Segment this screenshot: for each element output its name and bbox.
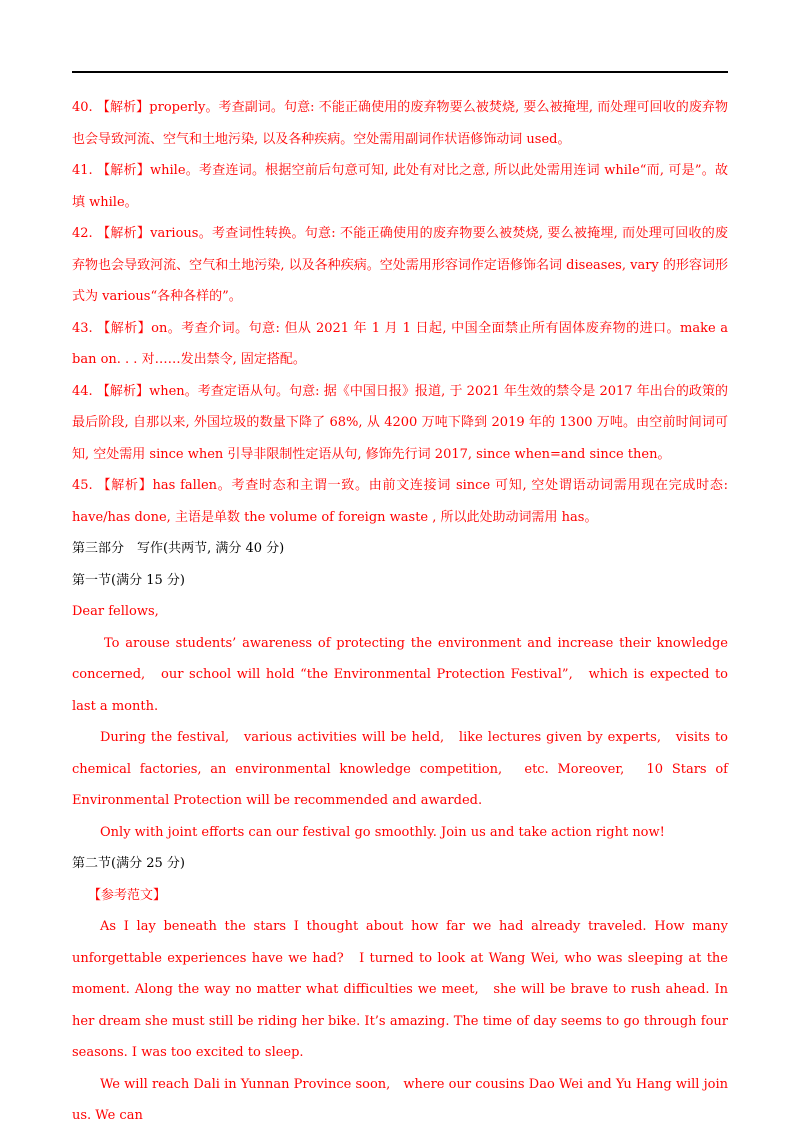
section1-heading: 第一节(满分 15 分)	[72, 572, 185, 588]
answer-45: 45. 【解析】has fallen。考查时态和主谓一致。由前文连接词 since 可知, 空处谓语动词需用现在完成时态: have/has done, 主语是单数 the volume of foreign waste , 所以此处助动词需用 has。	[72, 478, 728, 525]
letter-salutation: Dear fellows,	[72, 604, 159, 619]
answer-41: 41. 【解析】while。考查连词。根据空前后句意可知, 此处有对比之意, 所以此处需用连词 while“而, 可是”。故填 while。	[72, 163, 728, 210]
essay-paragraph-2: We will reach Dali in Yunnan Province soon, where our cousins Dao Wei and Yu Hang will join us. We can	[72, 1076, 728, 1123]
letter-paragraph-2: During the festival, various activities will be held, like lectures given by experts, visits to chemical factories, an environmental knowledge competition, etc. Moreover, 10 Stars of Environmental Protection will be recommended and awarded.	[72, 730, 728, 808]
page-content	[72, 92, 728, 1132]
letter-paragraph-1: To arouse students’ awareness of protecting the environment and increase their knowledge concerned, our school will hold “the Environmental Protection Festival”, which is expected to last a month.	[72, 635, 728, 714]
essay-paragraph-1: As I lay beneath the stars I thought about how far we had already traveled. How many unforgettable experiences have we had? I turned to look at Wang Wei, who was sleeping at the moment. Along the way no matter what difficulties we meet, she will be brave to rush ahead. In her dream she must still be riding her bike. It’s amazing. The time of day seems to go through four seasons. I was too excited to sleep.	[72, 919, 728, 1060]
section2-heading: 第二节(满分 25 分)	[72, 856, 185, 871]
letter-paragraph-3: Only with joint efforts can our festival go smoothly. Join us and take action right now!	[100, 824, 665, 840]
part3-heading: 第三部分 写作(共两节, 满分 40 分)	[72, 541, 285, 556]
header-rule	[72, 71, 728, 73]
answer-42: 42. 【解析】various。考查词性转换。句意: 不能正确使用的废弃物要么被焚烧, 要么被掩埋, 而处理可回收的废弃物也会导致河流、空气和土地污染, 以及各种疾病。空处需用形容词作定语修饰名词 diseases, vary 的形容词形式为 various“各种各样的”。	[72, 226, 728, 304]
answer-40: 40. 【解析】properly。考查副词。句意: 不能正确使用的废弃物要么被焚烧, 要么被掩埋, 而处理可回收的废弃物也会导致河流、空气和土地污染, 以及各种疾病。空处需用副词作状语修饰动词 used。	[72, 100, 728, 147]
answer-44: 44. 【解析】when。考查定语从句。句意: 据《中国日报》报道, 于 2021 年生效的禁令是 2017 年出台的政策的最后阶段, 自那以来, 外国垃圾的数量下降了 68%, 从 4200 万吨下降到 2019 年的 1300 万吨。由空前时间词可知, 空处需用 since when 引导非限制性定语从句, 修饰先行词 2017, since when=and since then。	[72, 383, 728, 462]
answer-43: 43. 【解析】on。考查介词。句意: 但从 2021 年 1 月 1 日起, 中国全面禁止所有固体废弃物的进口。make a ban on. . . 对……发出禁令, 固定搭配。	[72, 320, 728, 367]
reference-label: 【参考范文】	[88, 887, 167, 903]
